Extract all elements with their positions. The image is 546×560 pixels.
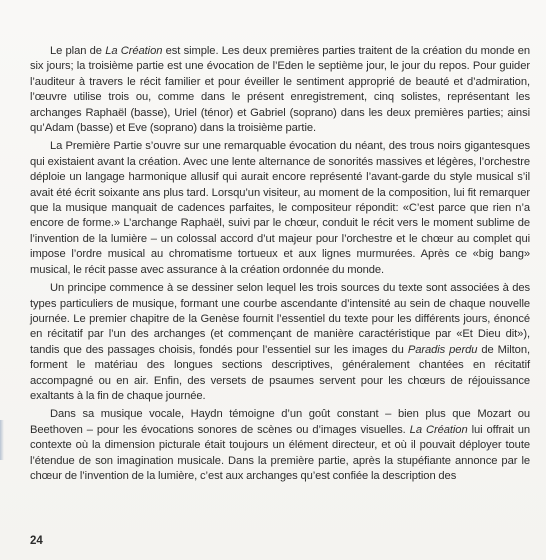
paragraph (30, 281, 530, 404)
binding-edge (0, 420, 4, 460)
paragraph (30, 44, 530, 136)
text-run: Dans sa musique vocale, Haydn témoigne d’un goût constant – bien plus que Mozart ou Beethoven – pour les évocations sonores de scènes ou d’images visuelles. (30, 408, 530, 436)
text-run: Un principe commence à se dessiner selon lequel les trois sources du texte sont associées à des types particuliers de musique, formant une courbe ascendante d’intensité au sein de chaque nouvelle journée. Le premier chapitre de la Genèse fournit l’essentiel du texte pour les différents jours, énoncé en récitatif par l’un des archanges (et commençant de manière caractéristique par «Et Dieu dit»), tandis que des passages choisis, fondés pour l’essentiel sur les images du (30, 282, 530, 356)
text-run: lui offrait un contexte où la dimension picturale était toujours un élément directeur, et où il pouvait déployer toute l’étendue de son imagination musicale. Dans la première partie, après la stupéfiante annonce par le chœur de l’invention de la lumière, c’est aux archanges qu’est confiée la description des (30, 423, 530, 482)
text-run: est simple. Les deux premières parties traitent de la création du monde en six jours; la troisième partie est une évocation de l’Eden le septième jour, le jour du repos. Pour guider l’auditeur à travers le récit familier et pour éveiller le sentiment approprié de beauté et d’admiration, l’œuvre utilise trois ou, comme dans le présent enregistrement, cinq solistes, représentant les archanges Raphaël (basse), Uriel (ténor) et Gabriel (soprano) dans les deux premières parties; ainsi qu’Adam (basse) et Eve (soprano) dans la troisième partie. (30, 45, 531, 135)
italic-title: Paradis perdu (407, 343, 478, 356)
paragraph (30, 407, 530, 484)
paragraph (30, 139, 530, 278)
body-text (30, 44, 530, 484)
italic-title: La Création (105, 45, 163, 57)
text-run: de Milton, forment le matériau des longues sections descriptives, généralement chantées en récitatif accompagné ou en air. Enfin, des versets de psaumes servent pour les chœurs de réjouissance exaltants à la fin de chaque journée. (30, 343, 530, 402)
text-run: La Première Partie s’ouvre sur une remarquable évocation du néant, des trous noirs gigantesques qui existaient avant la création. Avec une lente alternance de sonorités massives et légères, l’orchestre déploie un langage harmonique allusif qui aurait encore représenté l’avant-garde du style musical s’il avait été écrit soixante ans plus tard. Lorsqu’un visiteur, au moment de la composition, lui fit remarquer que la musique manquait de cadences parfaites, le compositeur répondit: «C’est parce que rien n’a encore de forme.» L’archange Raphaël, suivi par le chœur, conduit le récit vers le moment sublime de l’invention de la lumière – un colossal accord d’ut majeur pour l’orchestre et le chœur au complet qui impose l’ordre musical au chromatisme tortueux et aux lignes murmurées. Après ce «big bang» musical, le récit passe avec assurance à la création ordonnée du monde. (30, 140, 530, 276)
italic-title: La Création (409, 423, 468, 436)
page-number: 24 (30, 535, 43, 547)
text-run: Le plan de (50, 45, 106, 57)
